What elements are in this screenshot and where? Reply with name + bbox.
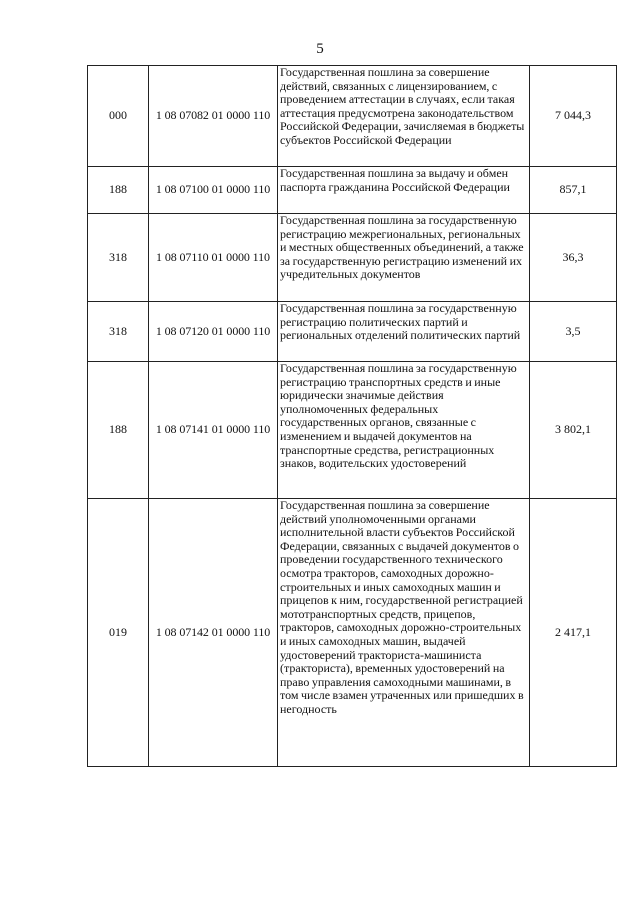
budget-classification-code-cell: 1 08 07120 01 0000 110 — [149, 302, 278, 362]
amount-cell: 3,5 — [530, 302, 617, 362]
revenue-name-cell: Государственная пошлина за государственную регистрацию межрегиональных, региональных и местных общественных объединений, а также за государственную регистрацию изменений их учредительных документов — [278, 214, 530, 302]
table-row — [88, 214, 617, 302]
admin-code-cell: 188 — [88, 362, 149, 499]
amount-cell: 3 802,1 — [530, 362, 617, 499]
budget-classification-code-cell: 1 08 07100 01 0000 110 — [149, 167, 278, 214]
amount-cell: 36,3 — [530, 214, 617, 302]
budget-classification-code-cell: 1 08 07142 01 0000 110 — [149, 499, 278, 767]
admin-code-cell: 000 — [88, 66, 149, 167]
table-row — [88, 167, 617, 214]
budget-revenue-table — [87, 65, 617, 767]
amount-cell: 7 044,3 — [530, 66, 617, 167]
revenue-name-cell: Государственная пошлина за совершение действий, связанных с лицензированием, с проведением аттестации в случаях, если такая аттестация предусмотрена законодательством Российской Федерации, зачисляемая в бюджеты субъектов Российской Федерации — [278, 66, 530, 167]
admin-code-cell: 188 — [88, 167, 149, 214]
table-row — [88, 302, 617, 362]
table-row — [88, 66, 617, 167]
table-row — [88, 362, 617, 499]
page-number: 5 — [316, 41, 324, 57]
budget-classification-code-cell: 1 08 07141 01 0000 110 — [149, 362, 278, 499]
revenue-name-cell: Государственная пошлина за совершение действий уполномоченными органами исполнительной власти субъектов Российской Федерации, связанных с выдачей документов о проведении государственного технического осмотра тракторов, самоходных дорожно-строительных и иных самоходных машин и прицепов к ним, государственной регистрацией мототранспортных средств, прицепов, тракторов, самоходных дорожно-строительных и иных самоходных машин, выдачей удостоверений тракториста-машиниста (тракториста), временных удостоверений на право управления самоходными машинами, в том числе взамен утраченных или пришедших в негодность — [278, 499, 530, 767]
admin-code-cell: 318 — [88, 302, 149, 362]
amount-cell: 2 417,1 — [530, 499, 617, 767]
budget-classification-code-cell: 1 08 07110 01 0000 110 — [149, 214, 278, 302]
table-row — [88, 499, 617, 767]
revenue-name-cell: Государственная пошлина за выдачу и обмен паспорта гражданина Российской Федерации — [278, 167, 530, 214]
admin-code-cell: 318 — [88, 214, 149, 302]
admin-code-cell: 019 — [88, 499, 149, 767]
budget-classification-code-cell: 1 08 07082 01 0000 110 — [149, 66, 278, 167]
revenue-name-cell: Государственная пошлина за государственную регистрацию транспортных средств и иные юридически значимые действия уполномоченных федеральных государственных органов, связанные с изменением и выдачей документов на транспортные средства, регистрационных знаков, водительских удостоверений — [278, 362, 530, 499]
amount-cell: 857,1 — [530, 167, 617, 214]
revenue-name-cell: Государственная пошлина за государственную регистрацию политических партий и региональных отделений политических партий — [278, 302, 530, 362]
